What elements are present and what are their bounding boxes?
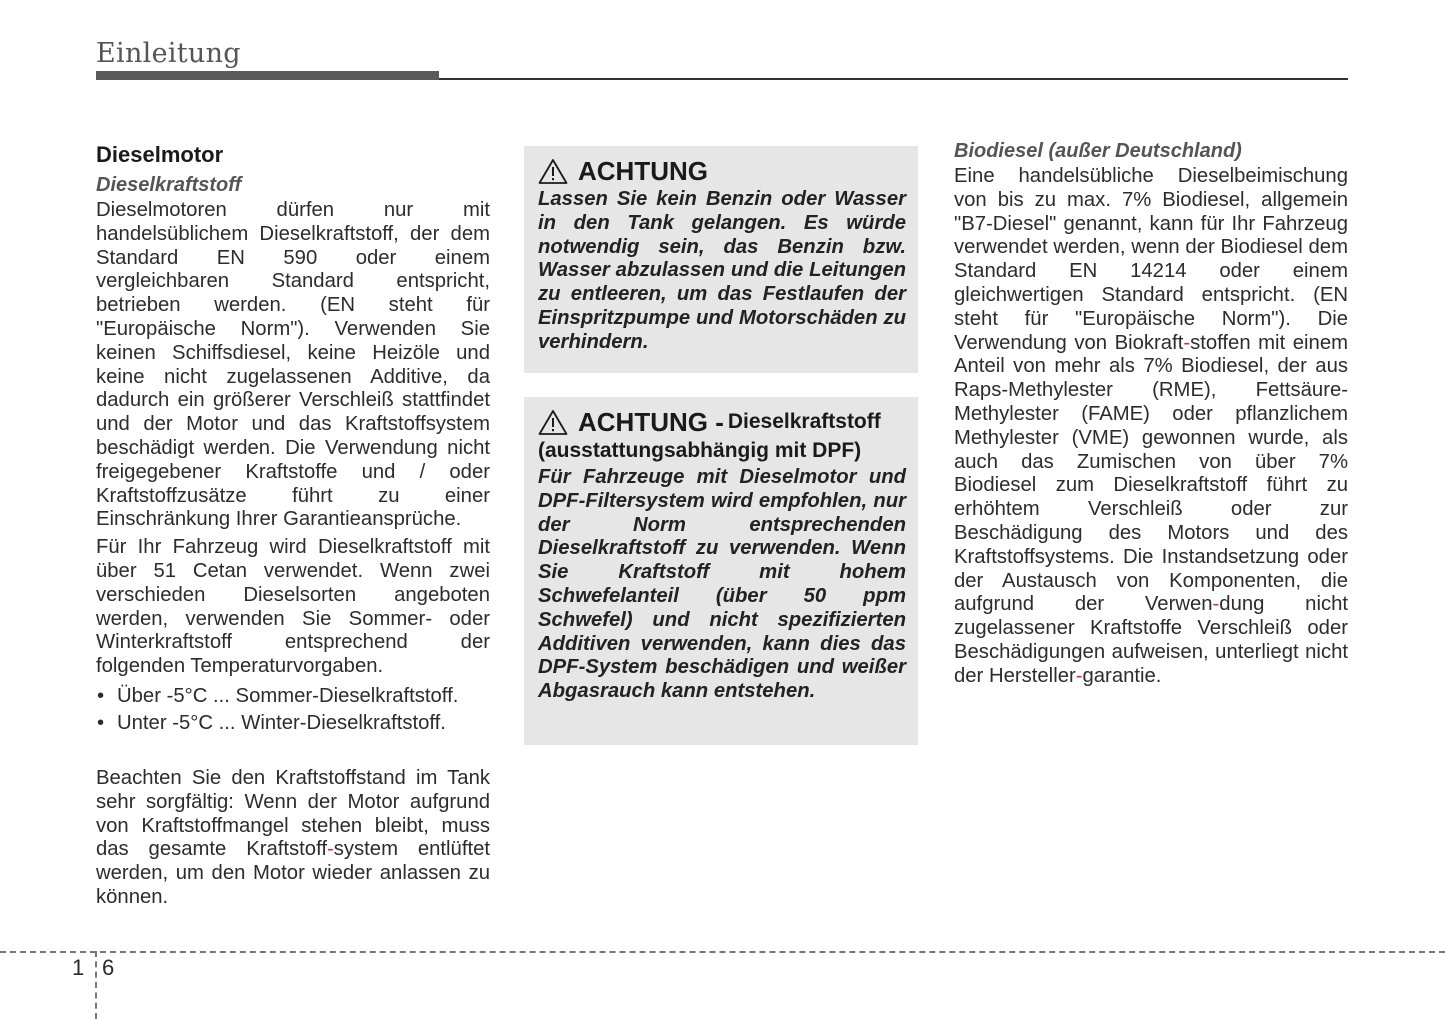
paragraph-fuel-level-part-1: Beachten Sie den Kraftstoffstand im Tank sehr sorgfältig: Wenn der Motor aufgrund von Kraftstoffmangel stehen bleibt, muss das gesamte Kraftstoff bbox=[96, 766, 490, 861]
subsection-heading: Biodiesel (außer Deutschland) bbox=[954, 140, 1242, 162]
temperature-list bbox=[96, 683, 490, 737]
paragraph-biodiesel-part-4: garantie. bbox=[1082, 664, 1162, 687]
warning-title-text: ACHTUNG bbox=[578, 156, 708, 186]
list-item: • Unter -5°C ... Winter-Dieselkraftstoff. bbox=[96, 710, 490, 737]
footer-dashed-divider bbox=[95, 951, 97, 1019]
paragraph-biodiesel bbox=[954, 165, 1348, 689]
warning-box-water bbox=[524, 146, 918, 373]
paragraph-fuel-standard: Dieselmotoren dürfen nur mit handelsüblichem Dieselkraftstoff, der dem Standard EN 590 oder einem vergleichbaren Standard entspricht, betrieben werden. (EN steht für "Europäische Norm"). Verwenden Sie keinen Schiffsdiesel, keine Heizöle und keine nicht zugelassenen Additive, da dadurch ein größerer Verschleiß stattfindet und der Motor und das Kraftstoffsystem beschädigt werden. Die Verwendung nicht freigegebener Kraftstoffe und / oder Kraftstoffzusätze führt zu einer Einschränkung Ihrer Garantieansprüche. bbox=[96, 199, 490, 531]
header-rule bbox=[439, 78, 1348, 80]
paragraph-biodiesel-part-1: Eine handelsübliche Dieselbeimischung von bis zu max. 7% Biodiesel, allgemein "B7-Diesel" genannt, kann für Ihr Fahrzeug verwendet werden, wenn der Biodiesel dem Standard EN 14214 oder einem gleichwertigen Standard entspricht. (EN steht für "Europäische Norm"). Die Verwendung von Biokraft bbox=[954, 165, 1348, 354]
warning-text: Lassen Sie kein Benzin oder Wasser in den Tank gelangen. Es würde notwendig sein, das Benzin bzw. Wasser abzulassen und die Leitungen zu entleeren, um das Festlaufen der Einspritzpumpe und Motorschäden zu verhindern. bbox=[538, 188, 906, 353]
soft-hyphen: - bbox=[326, 838, 334, 861]
paragraph-cetane: Für Ihr Fahrzeug wird Dieselkraftstoff mit über 51 Cetan verwendet. Wenn zwei verschieden Dieselsorten angeboten werden, verwenden Sie Sommer- oder Winterkraftstoff entsprechend der folgenden Temperaturvorgaben. bbox=[96, 536, 490, 678]
warning-box-dpf bbox=[524, 397, 918, 745]
soft-hyphen: - bbox=[1183, 331, 1191, 354]
footer-dashed-rule bbox=[0, 951, 1445, 953]
warning-triangle-icon bbox=[538, 158, 568, 185]
paragraph-fuel-level bbox=[96, 767, 490, 910]
warning-title bbox=[538, 156, 906, 186]
header-bar-thick bbox=[96, 71, 439, 80]
warning-text: Für Fahrzeuge mit Dieselmotor und DPF-Filtersystem wird empfohlen, nur der Norm entsprechenden Dieselkraftstoff zu verwenden. Wenn Sie Kraftstoff mit hohem Schwefelanteil (über 50 ppm Schwefel) und nicht spezifizierten Additiven verwenden, kann dies das DPF-System beschädigen und weißer Abgasrauch kann entstehen. bbox=[538, 466, 906, 703]
soft-hyphen: - bbox=[1075, 664, 1083, 687]
warning-title bbox=[538, 407, 906, 437]
list-item: • Über -5°C ... Sommer-Dieselkraftstoff. bbox=[96, 683, 490, 710]
column-middle bbox=[524, 140, 918, 760]
section-heading: Dieselmotor bbox=[96, 142, 224, 167]
page-number: 6 bbox=[102, 955, 115, 980]
column-right bbox=[954, 140, 1348, 689]
warning-triangle-icon bbox=[538, 409, 568, 436]
warning-subtitle: (ausstattungsabhängig mit DPF) bbox=[538, 439, 862, 462]
column-left bbox=[96, 140, 490, 910]
subsection-heading: Dieselkraftstoff bbox=[96, 174, 242, 196]
chapter-number: 1 bbox=[72, 955, 85, 980]
warning-title-text: ACHTUNG - bbox=[578, 407, 724, 437]
warning-title-sub: Dieselkraftstoff bbox=[727, 410, 881, 433]
paragraph-fuel-level-part-2: system entlüftet werden, um den Motor wieder anlassen zu können. bbox=[96, 838, 490, 908]
soft-hyphen: - bbox=[1212, 593, 1220, 616]
paragraph-biodiesel-part-3: dung nicht zugelassener Kraftstoffe Verschleiß oder Beschädigungen aufweisen, unterliegt nicht der Hersteller bbox=[954, 593, 1349, 687]
page-header-title: Einleitung bbox=[96, 38, 241, 69]
paragraph-biodiesel-part-2: stoffen mit einem Anteil von mehr als 7% Biodiesel, der aus Raps-Methylester (RME), Fettsäure-Methylester (FAME) oder pflanzlichem Methylester (VME) gewonnen wurde, als auch das Zumischen von über 7% Biodiesel zum Dieselkraftstoff führt zu erhöhtem Verschleiß oder zur Beschädigung des Motors und des Kraftstoffsystems. Die Instandsetzung oder der Austausch von Komponenten, die aufgrund der Verwen bbox=[954, 331, 1348, 616]
